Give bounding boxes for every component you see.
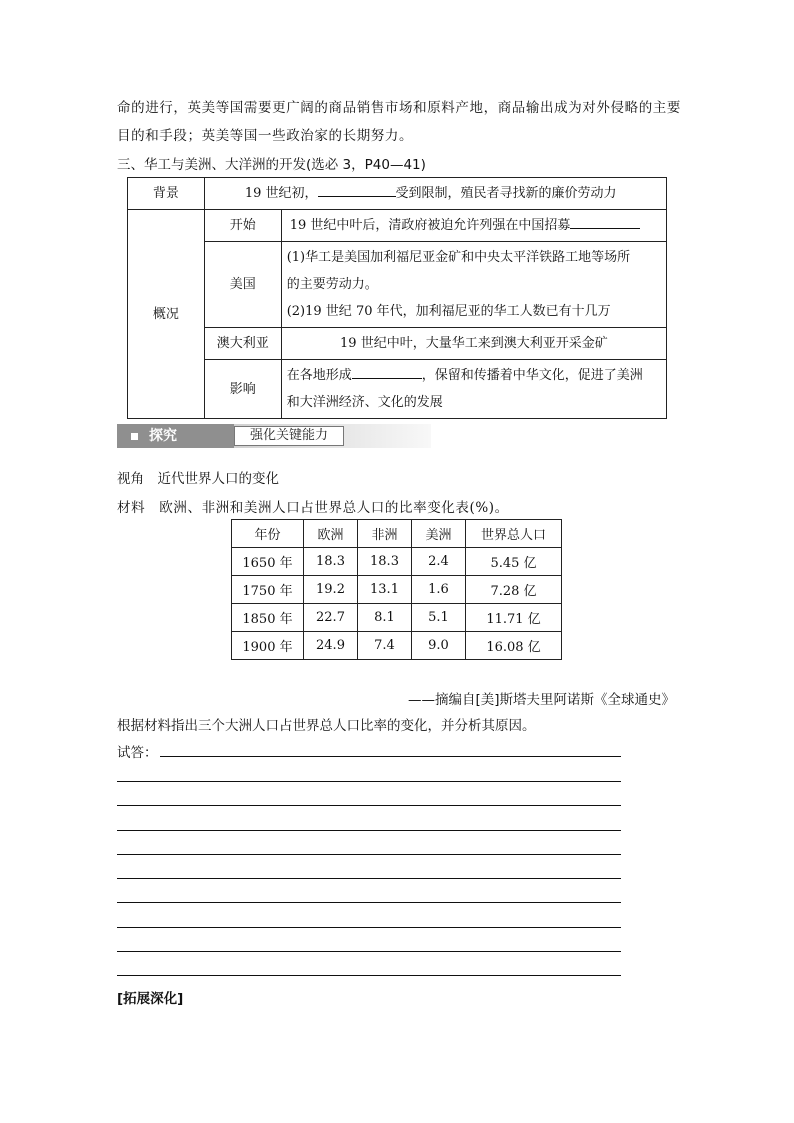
material-caption: 材料 欧洲、非洲和美洲人口占世界总人口的比率变化表(%)。 — [117, 500, 509, 516]
population-header-row — [232, 520, 562, 548]
answer-line[interactable] — [117, 902, 621, 903]
world-total-cell: 16.08 亿 — [466, 632, 562, 660]
america-cell — [281, 242, 666, 328]
background-cell — [204, 178, 666, 210]
answer-line[interactable] — [117, 951, 621, 952]
table-row — [232, 632, 562, 660]
answer-line[interactable] — [117, 927, 621, 928]
america-cell: 2.4 — [412, 548, 466, 576]
america-cell: 9.0 — [412, 632, 466, 660]
america-text-1: (1)华工是美国加利福尼亚金矿和中央太平洋铁路工地等场所 — [286, 250, 631, 265]
america-text-2: 的主要劳动力。 — [286, 277, 378, 292]
answer-line[interactable] — [117, 975, 621, 976]
banner-title: 探究 — [149, 428, 177, 444]
impact-cell — [281, 360, 666, 419]
impact-label: 影响 — [204, 360, 281, 419]
start-label: 开始 — [204, 210, 281, 242]
impact-text-after: ，保留和传播着中华文化，促进了美洲 — [421, 368, 643, 383]
table-row-background — [128, 178, 667, 210]
impact-text-2: 和大洋洲经济、文化的发展 — [286, 395, 443, 410]
answer-line[interactable] — [117, 878, 621, 879]
population-table — [231, 519, 562, 660]
australia-label: 澳大利亚 — [204, 328, 281, 360]
world-total-cell: 11.71 亿 — [466, 604, 562, 632]
america-cell: 5.1 — [412, 604, 466, 632]
banner-title-block — [117, 424, 234, 448]
europe-cell: 19.2 — [304, 576, 358, 604]
background-text-before: 19 世纪初， — [244, 186, 318, 201]
section-heading: 三、华工与美洲、大洋洲的开发(选必 3，P40—41) — [117, 157, 426, 173]
year-cell: 1850 年 — [232, 604, 304, 632]
america-cell: 1.6 — [412, 576, 466, 604]
labor-development-table — [127, 177, 667, 419]
world-total-cell: 7.28 亿 — [466, 576, 562, 604]
overview-label: 概况 — [128, 210, 205, 419]
year-cell: 1750 年 — [232, 576, 304, 604]
table-row-impact — [128, 360, 667, 419]
table-row-start — [128, 210, 667, 242]
explore-banner — [117, 424, 431, 448]
table-row-america — [128, 242, 667, 328]
banner-subtitle: 强化关键能力 — [234, 426, 344, 446]
america-text-3: (2)19 世纪 70 年代，加利福尼亚的华工人数已有十几万 — [286, 304, 611, 319]
extension-heading: [拓展深化] — [117, 991, 184, 1007]
question-text: 根据材料指出三个大洲人口占世界总人口比率的变化，并分析其原因。 — [117, 718, 536, 734]
africa-cell: 8.1 — [358, 604, 412, 632]
year-cell: 1900 年 — [232, 632, 304, 660]
header-year: 年份 — [232, 520, 304, 548]
answer-line[interactable] — [117, 830, 621, 831]
europe-cell: 18.3 — [304, 548, 358, 576]
answer-line[interactable] — [117, 805, 621, 806]
impact-blank[interactable] — [352, 365, 422, 379]
answer-line[interactable] — [117, 781, 621, 782]
impact-text-before: 在各地形成 — [286, 368, 352, 383]
america-label: 美国 — [204, 242, 281, 328]
background-label: 背景 — [128, 178, 205, 210]
answer-line[interactable] — [160, 756, 621, 757]
header-america: 美洲 — [412, 520, 466, 548]
europe-cell: 24.9 — [304, 632, 358, 660]
world-total-cell: 5.45 亿 — [466, 548, 562, 576]
africa-cell: 13.1 — [358, 576, 412, 604]
background-blank[interactable] — [318, 183, 396, 197]
angle-heading: 视角 近代世界人口的变化 — [117, 471, 279, 487]
africa-cell: 18.3 — [358, 548, 412, 576]
intro-line-1: 命的进行，英美等国需要更广阔的商品销售市场和原料产地，商品输出成为对外侵略的主要 — [117, 100, 681, 116]
source-citation: ——摘编自[美]斯塔夫里阿诺斯《全球通史》 — [407, 692, 675, 708]
intro-line-2: 目的和手段；英美等国一些政治家的长期努力。 — [117, 128, 414, 144]
table-row — [232, 548, 562, 576]
table-row — [232, 576, 562, 604]
year-cell: 1650 年 — [232, 548, 304, 576]
background-text-after: 受到限制，殖民者寻找新的廉价劳动力 — [395, 186, 617, 201]
australia-text: 19 世纪中叶，大量华工来到澳大利亚开采金矿 — [281, 328, 666, 360]
africa-cell: 7.4 — [358, 632, 412, 660]
europe-cell: 22.7 — [304, 604, 358, 632]
table-row-australia — [128, 328, 667, 360]
header-world-total: 世界总人口 — [466, 520, 562, 548]
start-blank[interactable] — [570, 215, 640, 229]
header-africa: 非洲 — [358, 520, 412, 548]
start-cell — [281, 210, 666, 242]
table-row — [232, 604, 562, 632]
start-text: 19 世纪中叶后，清政府被迫允许列强在中国招募 — [289, 218, 571, 233]
answer-label: 试答： — [117, 745, 158, 761]
square-bullet-icon — [131, 433, 138, 440]
answer-line[interactable] — [117, 854, 621, 855]
header-europe: 欧洲 — [304, 520, 358, 548]
